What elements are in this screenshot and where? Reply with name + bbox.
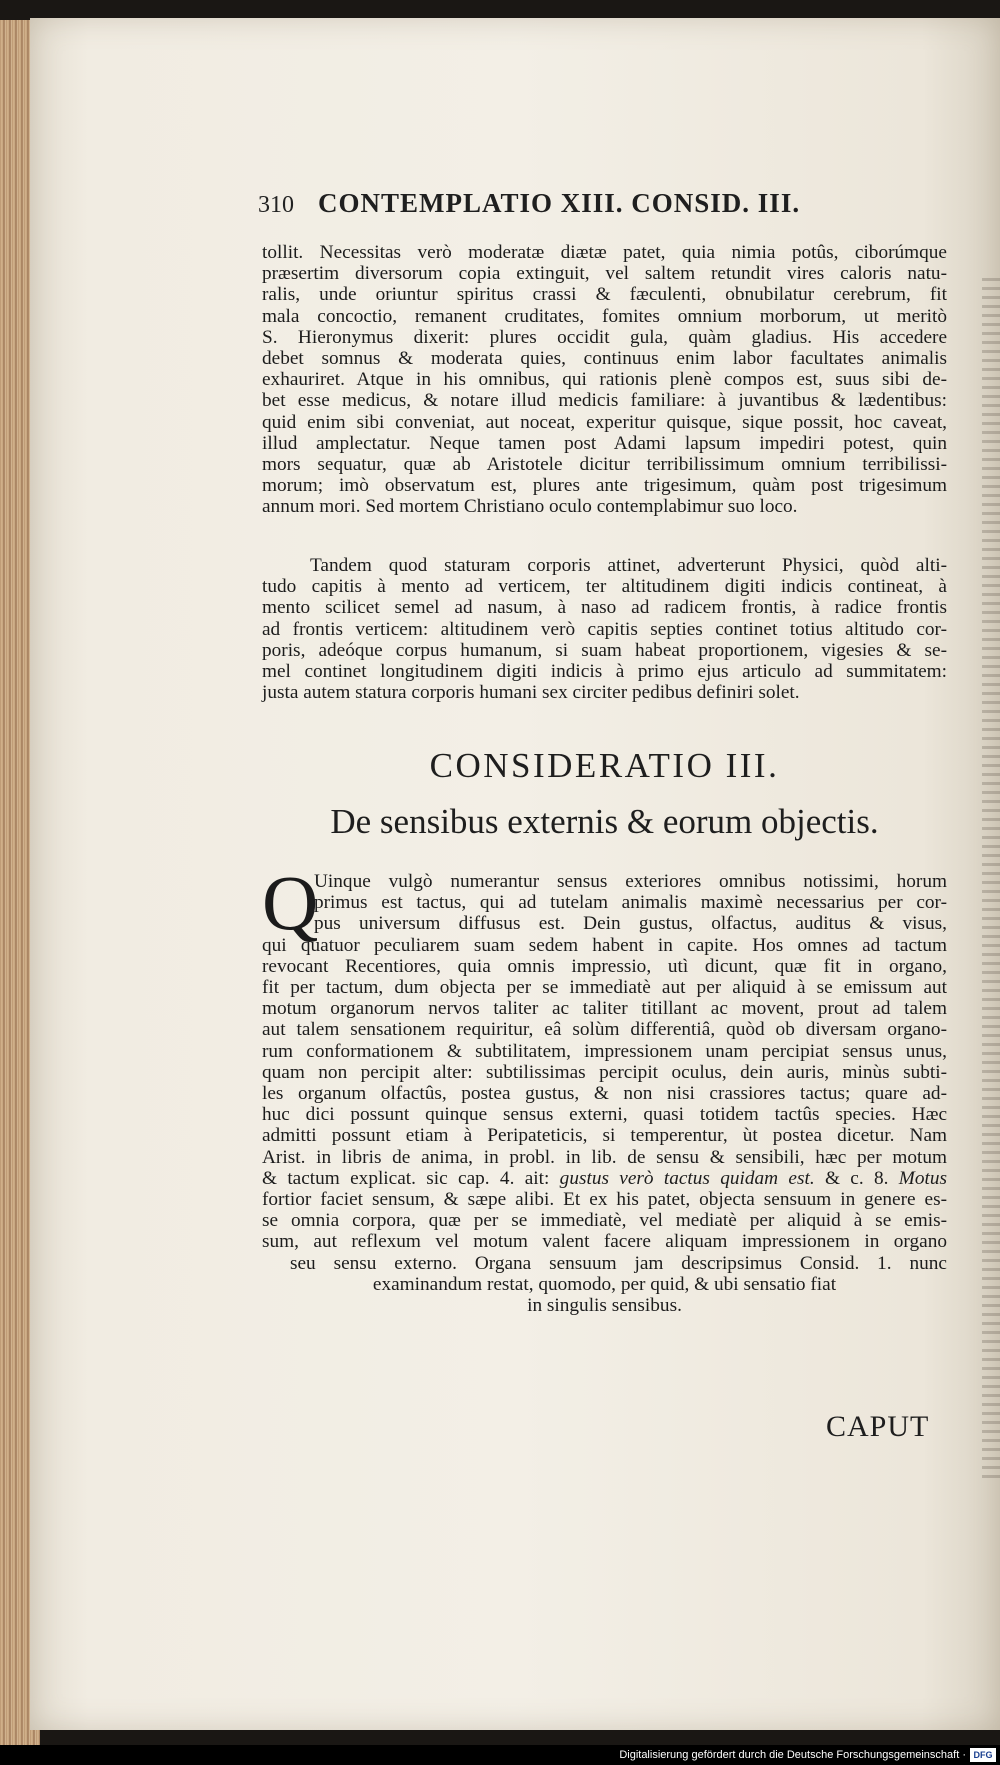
text-line: mel continet longitudinem digiti indicis à primo ejus articulo ad summitatem:	[262, 661, 947, 683]
text-line: ralis, unde oriuntur spiritus crassi & fæculenti, obnubilatur cerebrum, fit	[262, 284, 947, 306]
paragraph-diet-sleep	[262, 242, 947, 518]
italic-quote: gustus verò tactus quidam est.	[559, 1167, 815, 1189]
text-line: Tandem quod staturam corporis attinet, adverterunt Physici, quòd alti-	[310, 555, 947, 576]
text-line	[262, 1168, 947, 1189]
text-line: tudo capitis à mento ad verticem, ter altitudinem digiti indicis contineat, à	[262, 576, 947, 598]
section-subtitle: De sensibus externis & eorum objectis.	[330, 802, 879, 841]
text-line: huc dici possunt quinque sensus externi, quasi totidem tactûs species. Hæc	[262, 1104, 947, 1126]
text-segment: & tactum explicat. sic cap. 4. ait:	[262, 1167, 560, 1189]
section-heading: CONSIDERATIO III.	[429, 746, 780, 785]
text-line: quid enim sibi conveniat, aut noceat, experitur quisque, sique possit, hoc caveat,	[262, 411, 947, 433]
text-line: sum, aut reflexum vel motum valent facere aliquam impressionem in organo	[262, 1231, 947, 1253]
text-line: mala concoctio, remanent cruditates, fomites omnium morborum, ut meritò	[262, 305, 947, 327]
text-line: seu sensu externo. Organa sensuum jam descripsimus Consid. 1. nunc	[290, 1252, 947, 1274]
text-line: mento scilicet semel ad nasum, à naso ad radicem frontis, à radice frontis	[262, 597, 947, 619]
paragraph-external-senses	[262, 859, 947, 1317]
text-line: exhauriret. Atque in his omnibus, qui rationis plenè compos est, suus sibi de-	[262, 369, 947, 391]
text-line: primus est tactus, qui ad tutelam animalis maximè necessarius per cor-	[314, 892, 947, 914]
text-line: debet somnus & moderata quies, continuus enim labor facultates animalis	[262, 348, 947, 370]
footer-bar	[0, 1745, 1000, 1765]
text-line: aut talem sensationem requiritur, eâ solùm differentiâ, quòd ob diversam organo-	[262, 1019, 947, 1041]
text-line: qui quatuor peculiarem suam sedem habent in capite. Hos omnes ad tactum	[262, 934, 947, 956]
text-line: rum conformationem & subtilitatem, impressionem unam percipiat sensus unus,	[262, 1040, 947, 1062]
text-line: motum organorum nervos taliter ac taliter titillant ac movent, prout ad talem	[262, 998, 947, 1020]
text-line: quam non percipit alter: subtilissimas percipit oculus, dein auris, minùs subti-	[262, 1061, 947, 1083]
text-segment: & c. 8.	[814, 1167, 899, 1189]
footer-credit: Digitalisierung gefördert durch die Deutsche Forschungsgemeinschaft ·	[619, 1749, 966, 1761]
text-line: fortior faciet sensum, & sæpe alibi. Et ex his patet, objecta sensuum in genere es-	[262, 1189, 947, 1211]
page-header	[258, 188, 848, 224]
text-line: morum; imò observatum est, plures ante trigesimum, quàm post trigesimum	[262, 475, 947, 497]
running-title: CONTEMPLATIO XIII. CONSID. III.	[318, 188, 801, 218]
text-line: examinandum restat, quomodo, per quid, & ubi sensatio fiat	[372, 1273, 837, 1295]
text-line: poris, adeóque corpus humanum, si suam habeat proportionem, vigesies & se-	[262, 639, 947, 661]
text-line: fit per tactum, dum objecta per se immediatè aut per aliquid à se emissum aut	[262, 977, 947, 999]
text-line: pus universum diffusus est. Dein gustus, olfactus, auditus & visus,	[314, 913, 947, 935]
adjacent-page-bleed	[982, 278, 1000, 1478]
text-line: S. Hieronymus dixerit: plures occidit gula, quàm gladius. His accedere	[262, 326, 947, 348]
text-line: bet esse medicus, & notare illud medicis familiare: à juvantibus & lædentibus:	[262, 390, 947, 412]
text-line: Uinque vulgò numerantur sensus exteriores omnibus notissimi, horum	[314, 871, 947, 892]
italic-quote: Motus	[898, 1167, 947, 1189]
paragraph-stature	[262, 555, 947, 703]
text-line: mors sequatur, quæ ab Aristotele dicitur terribilissimum omnium terribilissi-	[262, 454, 947, 476]
text-line: revocant Recentiores, quia omnis impressio, utì dicunt, quæ fit in organo,	[262, 955, 947, 977]
text-line: admitti possunt etiam à Peripateticis, si temperentur, ùt postea dicetur. Nam	[262, 1125, 947, 1147]
text-line: annum mori. Sed mortem Christiano oculo contemplabimur suo loco.	[262, 496, 798, 518]
text-line: justa autem statura corporis humani sex circiter pedibus definiri solet.	[262, 682, 800, 704]
page-number: 310	[258, 192, 294, 218]
text-line: se omnia corpora, quæ per se immediatè, vel mediatè per aliquid à se emis-	[262, 1210, 947, 1232]
drop-capital: Q	[262, 859, 319, 946]
text-line: les organum olfactûs, postea gustus, & non nisi crassiores tactus; quare ad-	[262, 1083, 947, 1105]
text-line: illud amplectatur. Neque tamen post Adami lapsum impediri potest, quin	[262, 432, 947, 454]
text-line: tollit. Necessitas verò moderatæ diætæ patet, quia nimia potûs, ciborúmque	[262, 242, 947, 263]
catchword: CAPUT	[826, 1410, 930, 1443]
text-line: in singulis sensibus.	[527, 1295, 682, 1317]
text-line: Arist. in libris de anima, in probl. in lib. de sensu & sensibili, hæc per motum	[262, 1146, 947, 1168]
text-line: præsertim diversorum copia extinguit, vel saltem retundit vires caloris natu-	[262, 263, 947, 285]
dfg-logo: DFG	[970, 1748, 996, 1762]
text-line: ad frontis verticem: altitudinem verò capitis septies continet totius altitudo cor-	[262, 618, 947, 640]
